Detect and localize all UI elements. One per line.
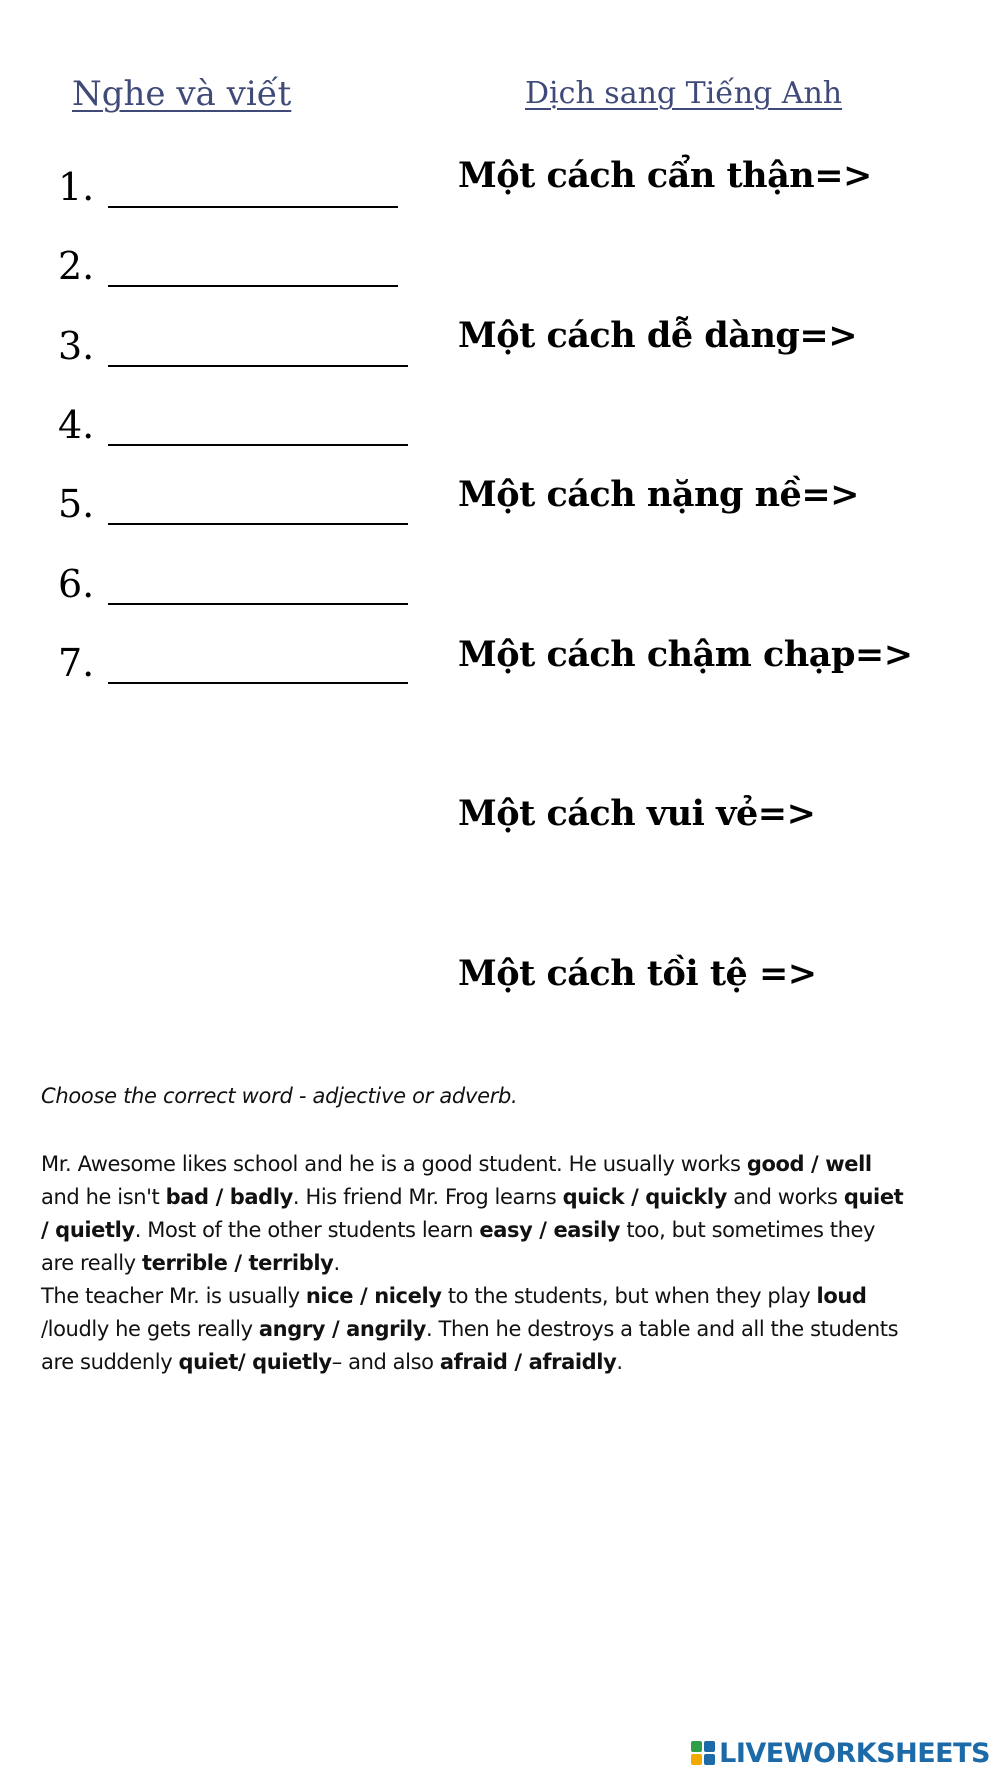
numbered-blank-row <box>58 162 418 222</box>
liveworksheets-logo <box>691 1736 990 1770</box>
exercise-text: . Most of the other students learn <box>134 1218 480 1242</box>
answer-blank-line[interactable] <box>108 444 408 446</box>
blank-number: 4. <box>58 402 95 447</box>
blank-number: 1. <box>58 165 95 209</box>
translation-item: Một cách chậm chạp=> <box>458 633 913 675</box>
exercise-text: . Then he destroys a table and all the students <box>425 1317 899 1341</box>
numbered-blank-row <box>58 241 418 301</box>
answer-blank-line[interactable] <box>108 523 408 525</box>
word-choice[interactable]: loud <box>816 1284 867 1308</box>
exercise-paragraph <box>41 1148 971 1379</box>
blank-number: 3. <box>58 323 95 368</box>
logo-mark-icon <box>691 1741 715 1765</box>
word-choice[interactable]: easy / easily <box>479 1218 621 1242</box>
word-choice[interactable]: quick / quickly <box>562 1185 727 1209</box>
exercise-line <box>41 1280 971 1313</box>
word-choice[interactable]: afraid / afraidly <box>439 1350 617 1374</box>
blank-number: 2. <box>58 244 95 289</box>
numbered-blank-row <box>58 400 418 460</box>
answer-blank-line[interactable] <box>108 285 398 287</box>
numbered-blank-row <box>58 321 418 381</box>
exercise-line <box>41 1313 971 1346</box>
translation-item: Một cách tồi tệ => <box>458 953 817 994</box>
exercise-text: The teacher Mr. is usually <box>41 1284 306 1308</box>
translation-item: Một cách vui vẻ=> <box>458 793 816 835</box>
numbered-blank-row <box>58 638 418 698</box>
word-choice[interactable]: quiet <box>843 1185 904 1209</box>
exercise-line <box>41 1181 971 1214</box>
exercise-text: Mr. Awesome likes school and he is a good student. He usually works <box>41 1152 747 1176</box>
answer-blank-line[interactable] <box>108 206 398 208</box>
word-choice[interactable]: angry / angrily <box>258 1317 426 1341</box>
exercise-text: . <box>616 1350 623 1374</box>
exercise-text: too, but sometimes they <box>620 1218 876 1242</box>
answer-blank-line[interactable] <box>108 603 408 605</box>
word-choice[interactable]: quiet/ quietly <box>178 1350 332 1374</box>
exercise-line <box>41 1214 971 1247</box>
exercise-line <box>41 1247 971 1280</box>
exercise-text: . <box>333 1251 340 1275</box>
listen-write-heading: Nghe và viết <box>72 74 292 114</box>
word-choice[interactable]: / quietly <box>41 1218 135 1242</box>
exercise-line <box>41 1148 971 1181</box>
word-choice[interactable]: terrible / terribly <box>141 1251 334 1275</box>
exercise-text: – and also <box>331 1350 440 1374</box>
exercise-text: . His friend Mr. Frog learns <box>292 1185 563 1209</box>
numbered-blank-row <box>58 559 418 619</box>
blank-number: 5. <box>58 482 95 527</box>
answer-blank-line[interactable] <box>108 682 408 684</box>
numbered-blank-row <box>58 479 418 539</box>
exercise-text: to the students, but when they play <box>441 1284 817 1308</box>
exercise-text: and he isn't <box>41 1185 166 1209</box>
logo-text: LIVEWORKSHEETS <box>719 1737 990 1769</box>
blank-number: 6. <box>58 561 95 606</box>
exercise-text: are suddenly <box>41 1350 179 1374</box>
exercise-text: and works <box>726 1185 844 1209</box>
word-choice[interactable]: bad / badly <box>165 1185 293 1209</box>
translate-heading: Dịch sang Tiếng Anh <box>525 76 843 111</box>
blank-number: 7. <box>58 640 95 685</box>
translation-item: Một cách cẩn thận=> <box>458 155 872 196</box>
word-choice[interactable]: nice / nicely <box>305 1284 442 1308</box>
exercise-text: /loudly he gets really <box>41 1317 259 1341</box>
answer-blank-line[interactable] <box>108 365 408 367</box>
translation-item: Một cách dễ dàng=> <box>458 314 858 356</box>
exercise-instruction: Choose the correct word - adjective or adverb. <box>41 1084 518 1108</box>
exercise-text: are really <box>41 1251 142 1275</box>
word-choice[interactable]: good / well <box>746 1152 872 1176</box>
translation-item: Một cách nặng nề=> <box>458 474 859 516</box>
exercise-line <box>41 1346 971 1379</box>
